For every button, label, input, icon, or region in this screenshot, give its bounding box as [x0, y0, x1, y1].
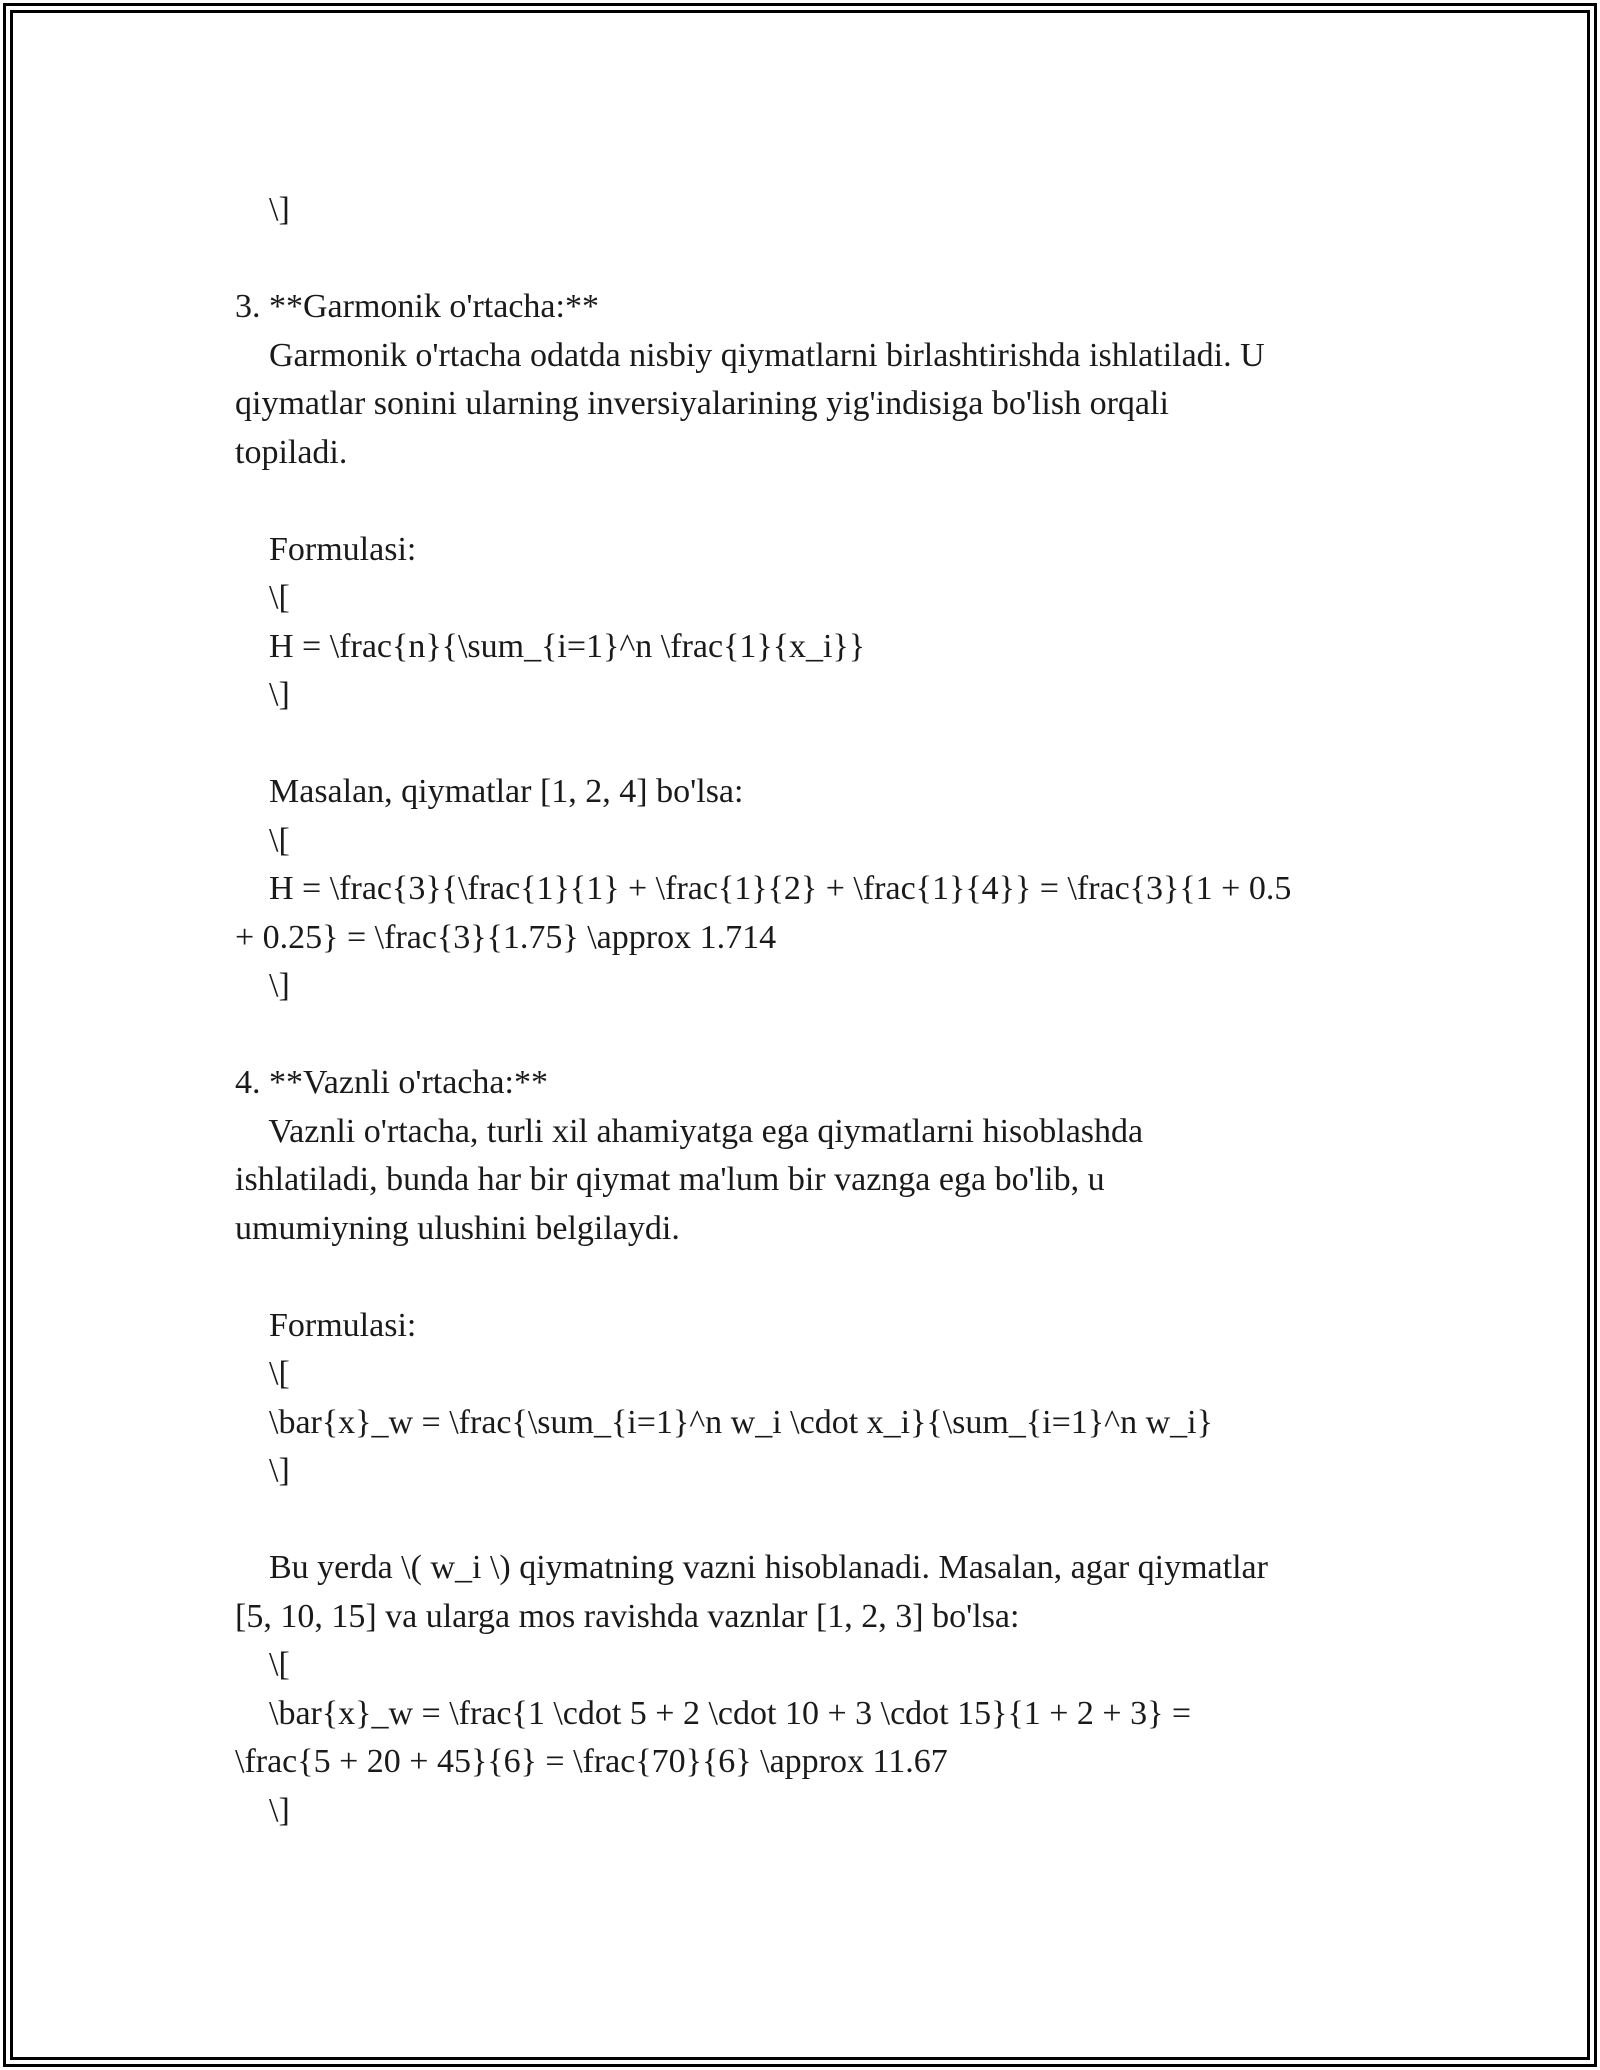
- formula-line: \frac{5 + 20 + 45}{6} = \frac{70}{6} \approx 11.67: [235, 1743, 948, 1780]
- text-line: [235, 1253, 1375, 1302]
- text-line: Garmonik o'rtacha odatda nisbiy qiymatlarni birlashtirishda ishlatiladi. U: [235, 336, 1265, 374]
- section-heading: 4. **Vaznli o'rtacha:**: [235, 1064, 548, 1101]
- text-line: \]: [235, 191, 290, 228]
- formula-line: \[: [235, 1646, 290, 1683]
- formula-line: \[: [235, 579, 290, 616]
- formula-line: + 0.25} = \frac{3}{1.75} \approx 1.714: [235, 918, 777, 956]
- formula-line: \bar{x}_w = \frac{1 \cdot 5 + 2 \cdot 10 + 3 \cdot 15}{1 + 2 + 3} =: [235, 1694, 1192, 1732]
- formula-line: \]: [235, 1452, 290, 1489]
- text-line: [235, 235, 1375, 284]
- text-line: [235, 720, 1375, 769]
- formula-line: \[: [235, 821, 290, 859]
- text-line: Formulasi:: [235, 1306, 417, 1344]
- section-heading: 3. **Garmonik o'rtacha:**: [235, 288, 599, 325]
- text-line: Bu yerda \( w_i \) qiymatning vazni hisoblanadi. Masalan, agar qiymatlar: [235, 1549, 1268, 1586]
- formula-line: \[: [235, 1355, 290, 1392]
- formula-line: \bar{x}_w = \frac{\sum_{i=1}^n w_i \cdot x_i}{\sum_{i=1}^n w_i}: [235, 1403, 1213, 1441]
- document-body: [235, 186, 1375, 1835]
- formula-line: H = \frac{n}{\sum_{i=1}^n \frac{1}{x_i}}: [235, 627, 866, 665]
- text-line: ishlatiladi, bunda har bir qiymat ma'lum bir vaznga ega bo'lib, u: [235, 1161, 1105, 1198]
- formula-line: \]: [235, 967, 290, 1004]
- text-line: [235, 1496, 1375, 1545]
- text-line: [235, 1011, 1375, 1060]
- text-line: topiladi.: [235, 433, 348, 471]
- text-line: qiymatlar sonini ularning inversiyalarining yig'indisiga bo'lish orqali: [235, 385, 1169, 422]
- formula-line: H = \frac{3}{\frac{1}{1} + \frac{1}{2} + \frac{1}{4}} = \frac{3}{1 + 0.5: [235, 870, 1292, 907]
- text-line: Masalan, qiymatlar [1, 2, 4] bo'lsa:: [235, 773, 744, 810]
- text-line: umumiyning ulushini belgilaydi.: [235, 1209, 680, 1247]
- formula-line: \]: [235, 1791, 290, 1829]
- text-line: [5, 10, 15] va ularga mos ravishda vaznlar [1, 2, 3] bo'lsa:: [235, 1597, 1020, 1635]
- text-line: Formulasi:: [235, 530, 417, 568]
- text-line: Vaznli o'rtacha, turli xil ahamiyatga ega qiymatlarni hisoblashda: [235, 1112, 1144, 1150]
- text-line: [235, 477, 1375, 526]
- formula-line: \]: [235, 676, 290, 713]
